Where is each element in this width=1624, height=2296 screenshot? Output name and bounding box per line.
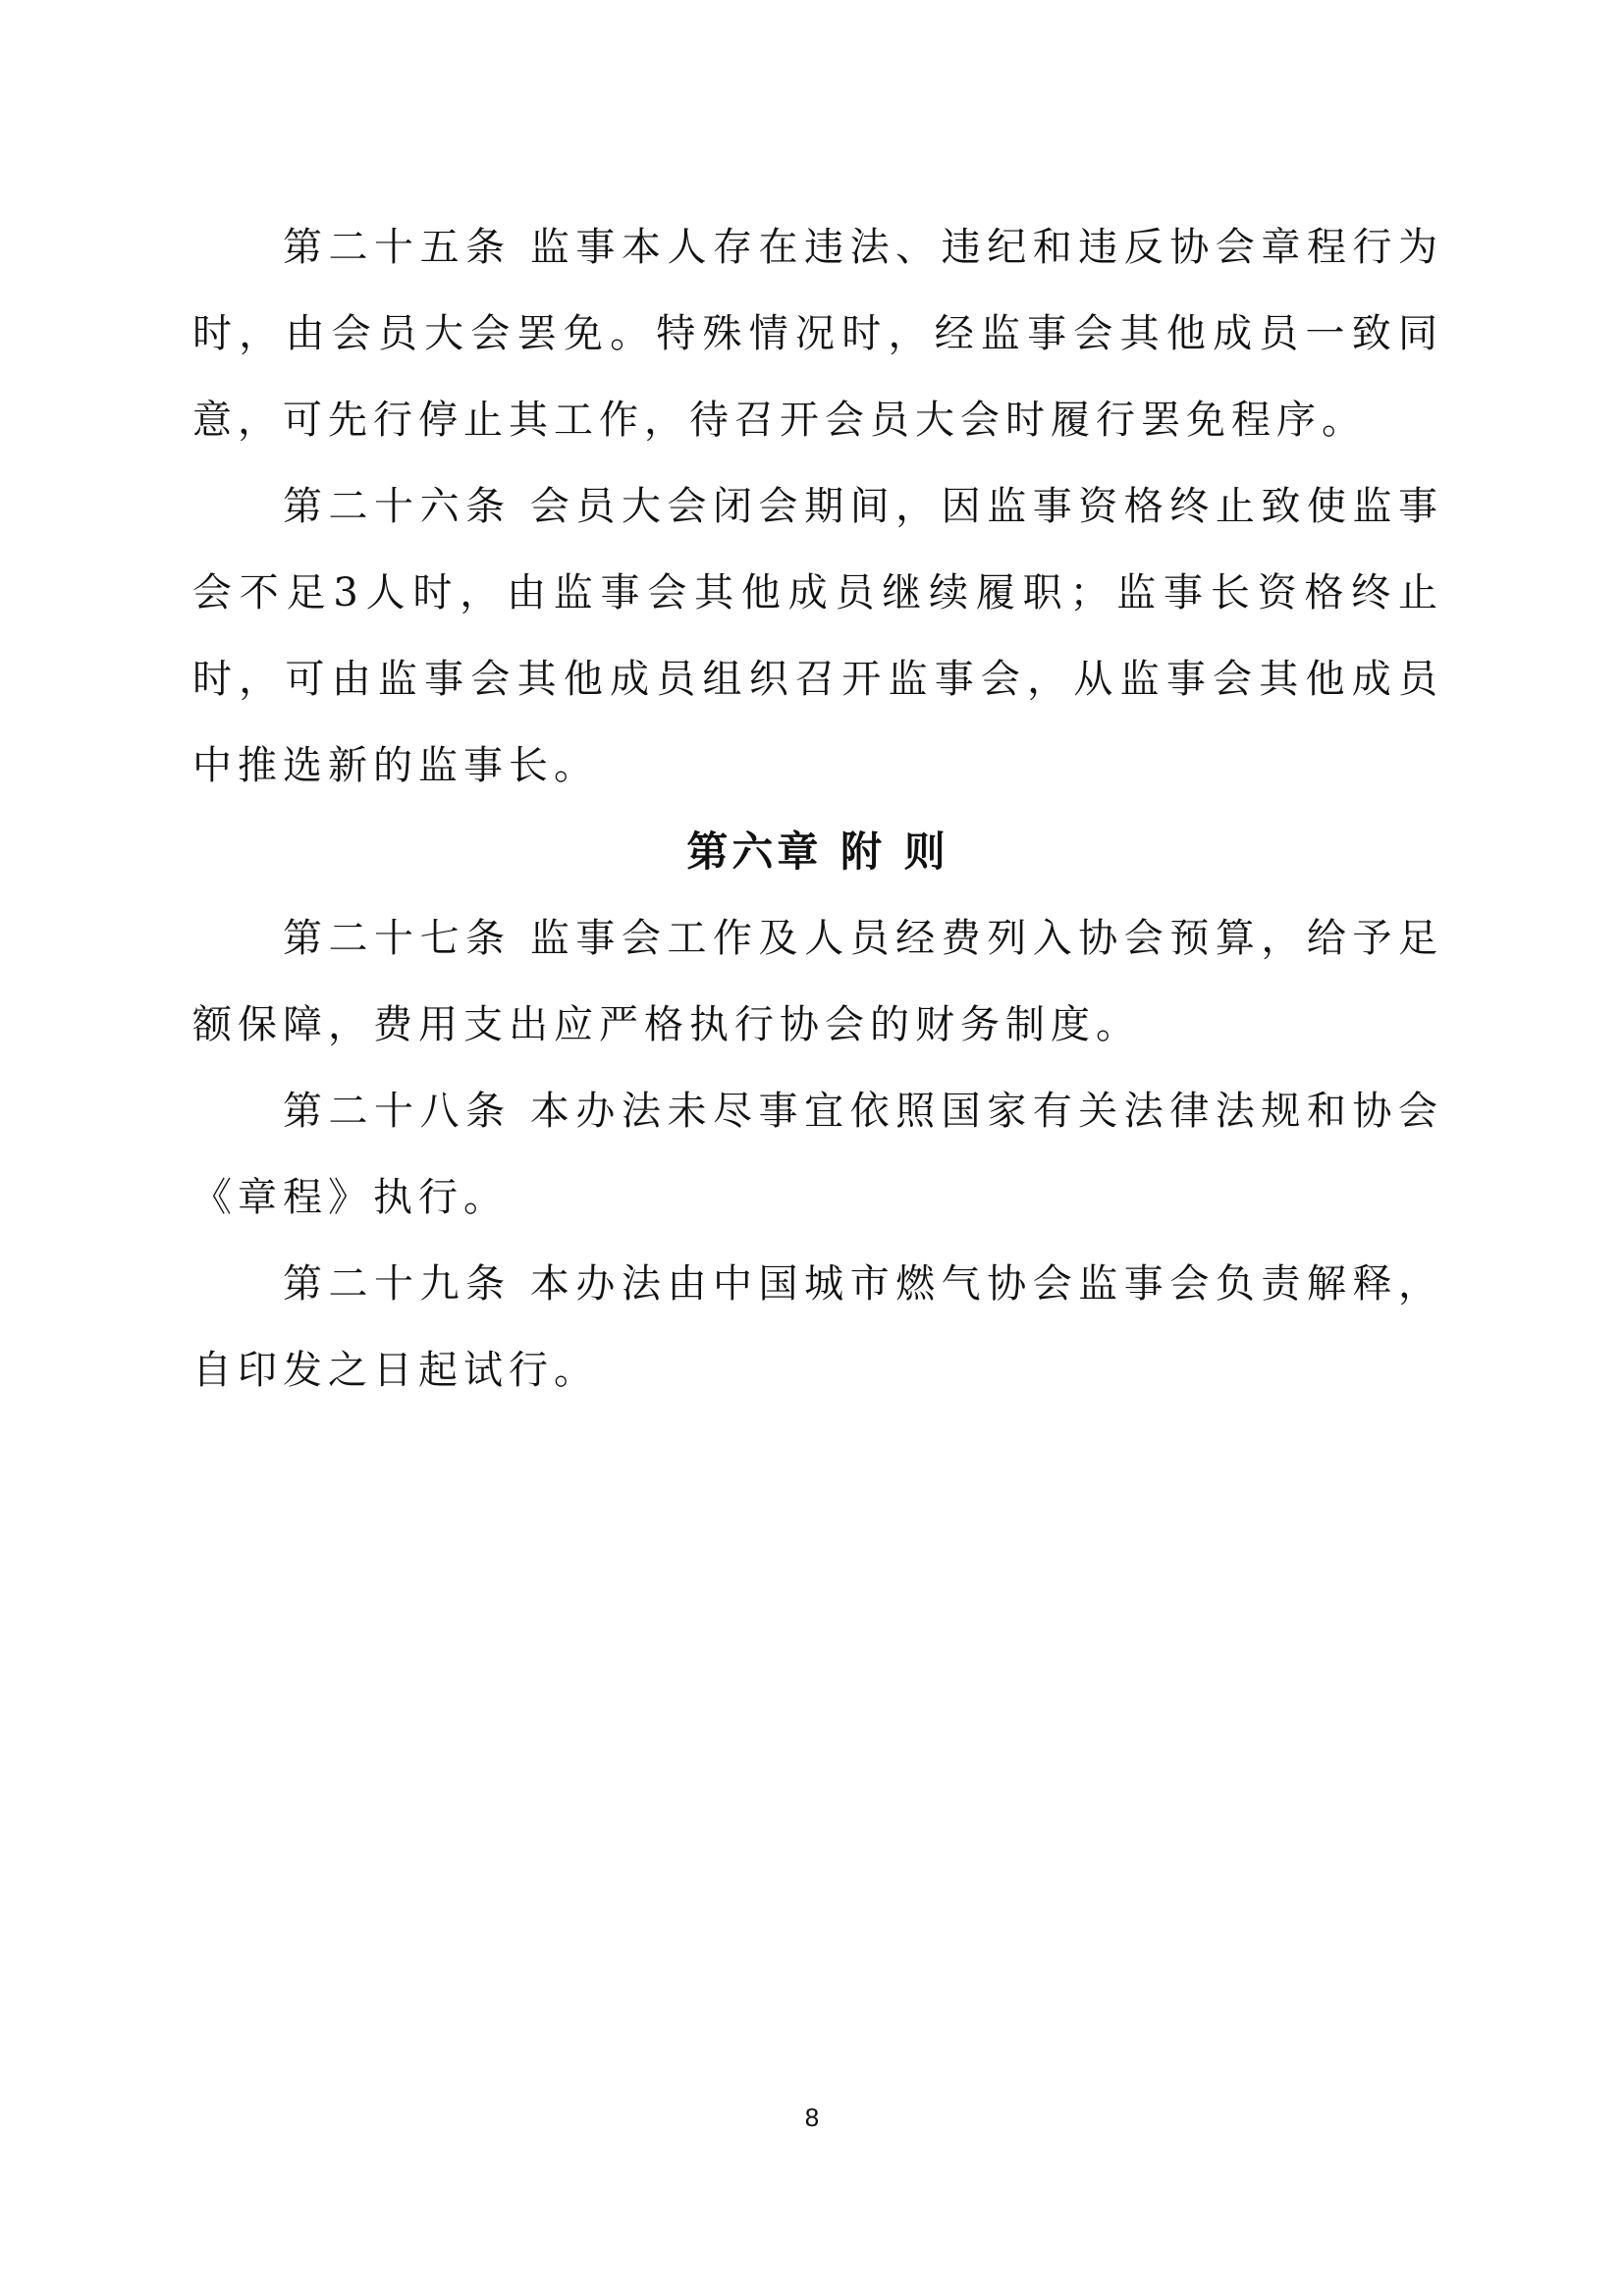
article-25: 第二十五条 监事本人存在违法、违纪和违反协会章程行为时，由会员大会罢免。特殊情况时，经监事会其他成员一致同意，可先行停止其工作，待召开会员大会时履行罢免程序。 [192,225,1443,443]
page-content [192,204,1443,1414]
article-28: 第二十八条 本办法未尽事宜依照国家有关法律法规和协会《章程》执行。 [192,1089,1443,1220]
article-27: 第二十七条 监事会工作及人员经费列入协会预算，给予足额保障，费用支出应严格执行协会的财务制度。 [192,916,1443,1047]
article-29: 第二十九条 本办法由中国城市燃气协会监事会负责解释，自印发之日起试行。 [192,1261,1443,1393]
chapter-heading: 第六章 附 则 [686,828,949,876]
page-number: 8 [804,2103,820,2132]
article-26: 第二十六条 会员大会闭会期间，因监事资格终止致使监事会不足3人时，由监事会其他成员继续履职；监事长资格终止时，可由监事会其他成员组织召开监事会，从监事会其他成员中推选新的监事长。 [192,484,1443,788]
